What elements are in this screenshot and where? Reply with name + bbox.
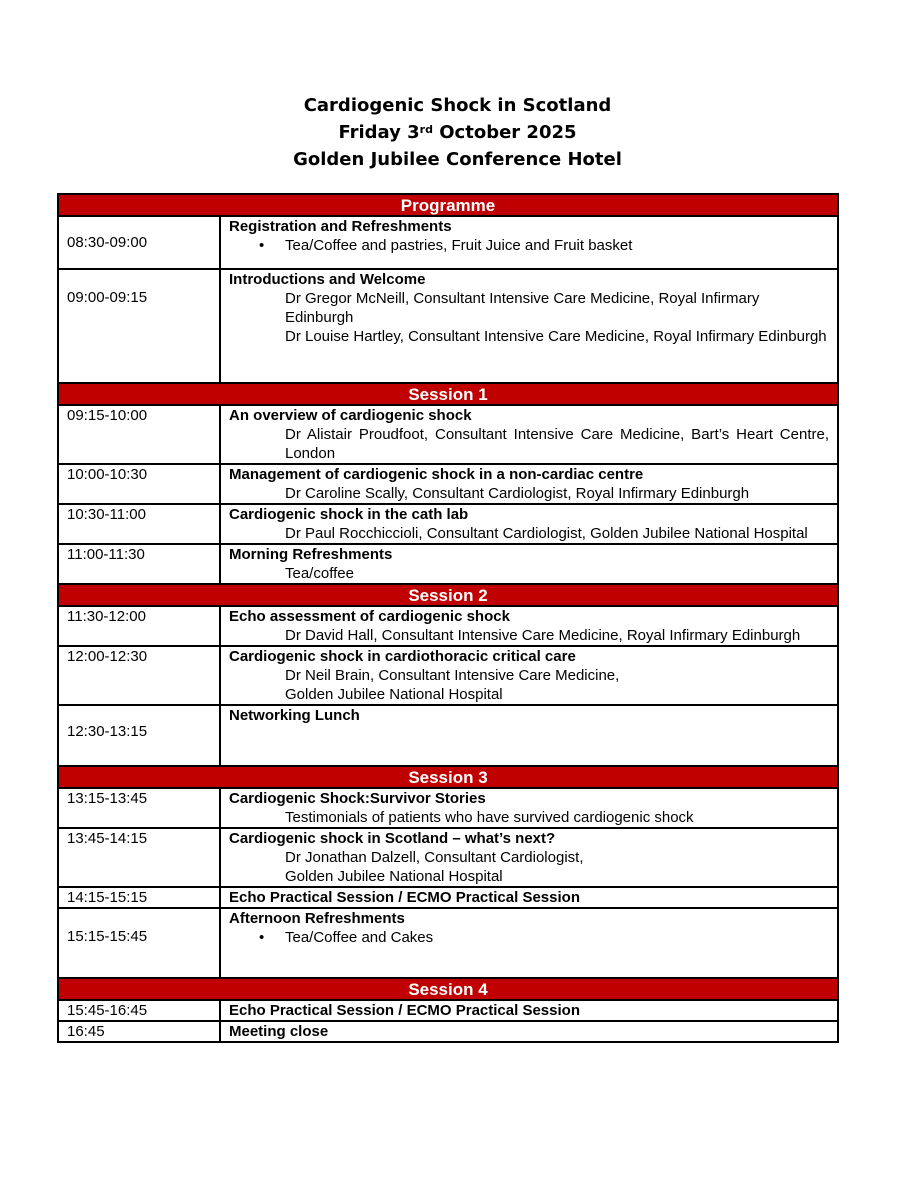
item-title: Morning Refreshments	[229, 546, 393, 563]
event-date-month-year: October 2025	[432, 122, 577, 143]
item-cell	[220, 887, 838, 908]
item-cell	[220, 646, 838, 705]
time-cell: 12:00-12:30	[58, 646, 220, 705]
item-bullets	[229, 928, 829, 947]
session-header-row	[58, 978, 838, 1000]
session-header-row	[58, 584, 838, 606]
item-cell	[220, 788, 838, 828]
item-title: Echo assessment of cardiogenic shock	[229, 608, 510, 625]
time-cell: 13:45-14:15	[58, 828, 220, 887]
table-row	[58, 269, 838, 383]
table-row	[58, 705, 838, 766]
item-cell	[220, 908, 838, 978]
item-title: Echo Practical Session / ECMO Practical Session	[229, 889, 580, 906]
speaker: Tea/coffee	[285, 565, 354, 582]
speaker: Dr Gregor McNeill, Consultant Intensive Care Medicine, Royal Infirmary Edinburgh	[285, 290, 760, 326]
item-title: Cardiogenic shock in Scotland – what’s next?	[229, 830, 556, 847]
item-cell	[220, 464, 838, 504]
item-cell	[220, 828, 838, 887]
table-row	[58, 464, 838, 504]
session-header: Session 1	[58, 383, 838, 405]
item-cell	[220, 606, 838, 646]
table-row	[58, 405, 838, 464]
speaker: Dr Caroline Scally, Consultant Cardiologist, Royal Infirmary Edinburgh	[285, 485, 750, 502]
item-title: Cardiogenic Shock:Survivor Stories	[229, 790, 486, 807]
speaker: Dr Louise Hartley, Consultant Intensive Care Medicine, Royal Infirmary Edinburgh	[285, 328, 827, 345]
table-row	[58, 216, 838, 269]
table-row	[58, 606, 838, 646]
event-date-ordinal: rd	[419, 123, 433, 136]
item-title: Networking Lunch	[229, 707, 360, 724]
speaker: Dr Neil Brain, Consultant Intensive Care Medicine,	[285, 667, 620, 684]
time-cell: 16:45	[58, 1021, 220, 1042]
time-cell: 13:15-13:45	[58, 788, 220, 828]
time-cell: 09:00-09:15	[58, 269, 220, 383]
time-cell: 08:30-09:00	[58, 216, 220, 269]
table-row	[58, 646, 838, 705]
table-row	[58, 887, 838, 908]
table-row	[58, 788, 838, 828]
speaker: Dr David Hall, Consultant Intensive Care Medicine, Royal Infirmary Edinburgh	[285, 627, 801, 644]
item-cell	[220, 705, 838, 766]
item-cell	[220, 544, 838, 584]
item-cell	[220, 405, 838, 464]
item-cell	[220, 1000, 838, 1021]
table-row	[58, 1000, 838, 1021]
item-title: Meeting close	[229, 1023, 329, 1040]
speaker-affiliation: Golden Jubilee National Hospital	[285, 686, 503, 703]
event-date	[0, 119, 915, 146]
document-title	[0, 92, 915, 173]
item-cell	[220, 1021, 838, 1042]
item-title: Cardiogenic shock in cardiothoracic critical care	[229, 648, 576, 665]
event-venue: Golden Jubilee Conference Hotel	[293, 149, 622, 170]
speaker: Testimonials of patients who have survived cardiogenic shock	[285, 809, 694, 826]
time-cell: 10:30-11:00	[58, 504, 220, 544]
item-title: An overview of cardiogenic shock	[229, 407, 472, 424]
item-title: Management of cardiogenic shock in a non-cardiac centre	[229, 466, 644, 483]
session-header: Session 4	[58, 978, 838, 1000]
event-name: Cardiogenic Shock in Scotland	[303, 95, 612, 116]
time-cell: 12:30-13:15	[58, 705, 220, 766]
event-date-day: Friday 3	[338, 122, 420, 143]
session-header: Session 2	[58, 584, 838, 606]
session-header: Session 3	[58, 766, 838, 788]
time-cell: 15:15-15:45	[58, 908, 220, 978]
programme-header: Programme	[58, 194, 838, 216]
item-title: Echo Practical Session / ECMO Practical Session	[229, 1002, 580, 1019]
table-row	[58, 908, 838, 978]
item-bullets	[229, 236, 829, 255]
session-header-row	[58, 383, 838, 405]
item-title: Introductions and Welcome	[229, 271, 426, 288]
item-cell	[220, 504, 838, 544]
speaker-affiliation: Golden Jubilee National Hospital	[285, 868, 503, 885]
time-cell: 15:45-16:45	[58, 1000, 220, 1021]
programme-table	[57, 193, 839, 1043]
time-cell: 11:00-11:30	[58, 544, 220, 584]
table-row	[58, 1021, 838, 1042]
speaker: Dr Paul Rocchiccioli, Consultant Cardiologist, Golden Jubilee National Hospital	[285, 525, 808, 542]
item-cell	[220, 216, 838, 269]
bullet-item: • Tea/Coffee and Cakes	[259, 928, 829, 947]
item-cell	[220, 269, 838, 383]
speaker: Dr Alistair Proudfoot, Consultant Intensive Care Medicine, Bart’s Heart Centre, London	[285, 426, 829, 462]
item-title: Cardiogenic shock in the cath lab	[229, 506, 469, 523]
programme-header-row	[58, 194, 838, 216]
time-cell: 14:15-15:15	[58, 887, 220, 908]
speaker: Dr Jonathan Dalzell, Consultant Cardiologist,	[285, 849, 584, 866]
time-cell: 11:30-12:00	[58, 606, 220, 646]
table-row	[58, 544, 838, 584]
item-title: Afternoon Refreshments	[229, 910, 405, 927]
session-header-row	[58, 766, 838, 788]
bullet-item: • Tea/Coffee and pastries, Fruit Juice and Fruit basket	[259, 236, 829, 255]
item-title: Registration and Refreshments	[229, 218, 452, 235]
time-cell: 09:15-10:00	[58, 405, 220, 464]
table-row	[58, 828, 838, 887]
table-row	[58, 504, 838, 544]
time-cell: 10:00-10:30	[58, 464, 220, 504]
